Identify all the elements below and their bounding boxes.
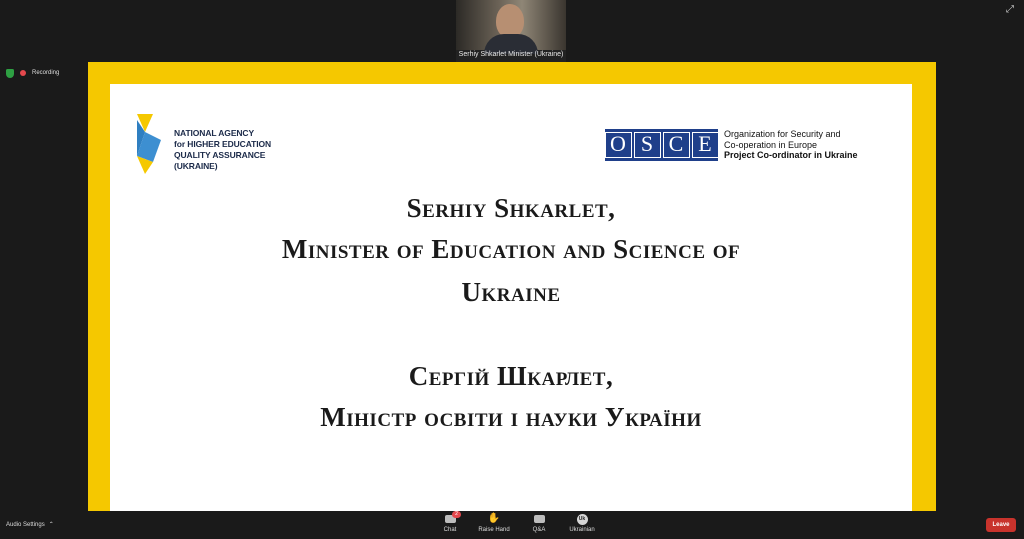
osce-line: Organization for Security and bbox=[724, 129, 841, 139]
recording-label: Recording bbox=[32, 70, 60, 76]
qa-label: Q&A bbox=[532, 527, 546, 533]
language-label: Ukrainian bbox=[569, 527, 595, 533]
audio-settings-button[interactable] bbox=[6, 521, 54, 528]
nqa-line: for HIGHER EDUCATION bbox=[174, 139, 272, 149]
raise-hand-label: Raise Hand bbox=[478, 527, 510, 533]
raise-hand-icon: ✋ bbox=[487, 513, 501, 524]
participant-head bbox=[496, 4, 524, 38]
presentation-slide bbox=[110, 84, 912, 511]
slide-title-en-1: Serhiy Shkarlet, bbox=[406, 193, 616, 223]
recording-indicator bbox=[6, 68, 59, 78]
osce-line: Co-operation in Europe bbox=[724, 139, 818, 150]
chat-icon bbox=[444, 511, 458, 524]
slide-title-uk-2: Міністр освіти і науки України bbox=[320, 402, 702, 432]
participant-video-tile[interactable] bbox=[456, 0, 566, 62]
leave-button[interactable]: Leave bbox=[986, 518, 1016, 532]
osce-logo bbox=[605, 129, 718, 161]
language-icon bbox=[576, 514, 588, 524]
qa-icon bbox=[533, 514, 545, 524]
osce-line: Project Co-ordinator in Ukraine bbox=[724, 150, 858, 160]
nqa-line: (UKRAINE) bbox=[174, 161, 218, 171]
shield-icon bbox=[6, 69, 14, 78]
audio-settings-label: Audio Settings bbox=[6, 522, 45, 528]
fullscreen-icon[interactable]: ⤢ bbox=[1006, 4, 1014, 15]
nqa-text bbox=[174, 128, 271, 172]
raise-hand-button[interactable] bbox=[469, 514, 519, 538]
osce-text bbox=[724, 129, 858, 161]
nqa-logo-icon bbox=[135, 112, 163, 176]
nqa-line: NATIONAL AGENCY bbox=[174, 128, 255, 138]
meeting-toolbar bbox=[0, 512, 1024, 539]
chat-label: Chat bbox=[443, 527, 457, 533]
osce-letter: C bbox=[663, 132, 690, 158]
chat-badge: 2 bbox=[452, 511, 461, 518]
slide-title-uk-1: Сергій Шкарлет, bbox=[408, 361, 614, 391]
osce-letter: S bbox=[634, 132, 661, 158]
osce-letter: O bbox=[605, 132, 632, 158]
caret-up-icon: ⌃ bbox=[48, 522, 54, 528]
language-code: Uk bbox=[577, 514, 588, 525]
recording-dot-icon bbox=[20, 70, 26, 76]
language-button[interactable] bbox=[557, 514, 607, 538]
chat-button[interactable] bbox=[425, 511, 475, 538]
participant-name: Serhiy Shkarlet Minister (Ukraine) bbox=[458, 51, 564, 58]
osce-letter: E bbox=[692, 132, 719, 158]
participant-video-feed bbox=[456, 0, 566, 50]
slide-title-en-2: Minister of Education and Science of bbox=[281, 234, 741, 264]
screen-share-frame bbox=[88, 62, 936, 511]
slide-title-en-3: Ukraine bbox=[461, 277, 561, 307]
nqa-line: QUALITY ASSURANCE bbox=[174, 150, 266, 160]
